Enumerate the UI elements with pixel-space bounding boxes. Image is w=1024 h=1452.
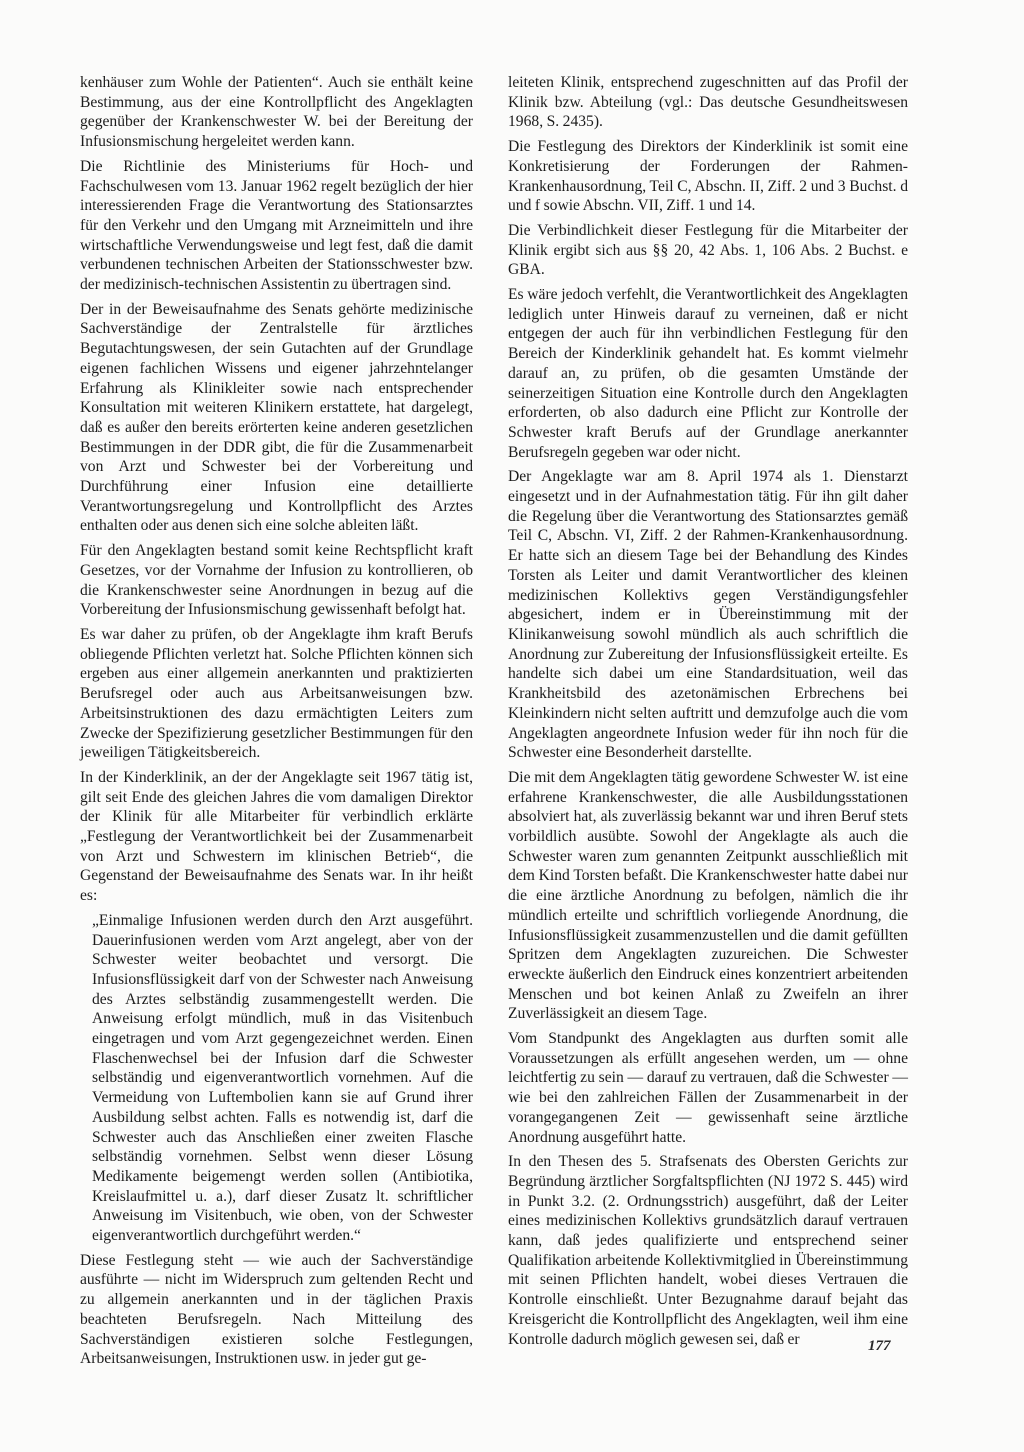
left-column bbox=[80, 73, 473, 1374]
paragraph: kenhäuser zum Wohle der Patienten“. Auch sie enthält keine Bestimmung, aus der eine Kontrollpflicht des Angeklagten gegenüber der Krankenschwester W. bei der Bereitung der Infusionsmischung hergeleitet werden kann. bbox=[80, 74, 473, 151]
block-quote: „Einmalige Infusionen werden durch den Arzt ausgeführt. Dauerinfusionen werden vom Arzt angelegt, aber von der Schwester weiter beobachtet und versorgt. Die Infusionsflüssigkeit darf von der Schwester nach Anweisung des Arztes selbständig zusammengestellt werden. Die Anweisung erfolgt mündlich, muß in das Visitenbuch eingetragen und vom Arzt gegengezeichnet werden. Einen Flaschenwechsel bei der Infusion darf die Schwester selbständig und eigenverantwortlich vornehmen. Auf die Vermeidung von Luftembolien kann sie auf Grund ihrer Ausbildung selbst achten. Falls es notwendig ist, darf die Schwester auch das Anschließen einer zweiten Flasche selbständig vornehmen. Selbst wenn dieser Lösung Medikamente beigemengt werden sollen (Antibiotika, Kreislaufmittel u. a.), darf dieser Zusatz lt. schriftlicher Anweisung im Visitenbuch, wie oben, von der Schwester eigenverantwortlich durchgeführt werden.“ bbox=[92, 911, 473, 1245]
paragraph: Für den Angeklagten bestand somit keine Rechtspflicht kraft Gesetzes, vor der Vornahme der Infusion zu kontrollieren, ob die Krankenschwester seine Anordnungen in bezug auf die Vorbereitung der Infusionsmischung gewissenhaft befolgt hat. bbox=[80, 542, 473, 619]
paragraph: leiteten Klinik, entsprechend zugeschnitten auf das Profil der Klinik bzw. Abteilung (vgl.: Das deutsche Gesundheitswesen 1968, S. 2435). bbox=[508, 74, 908, 131]
paragraph: Die Verbindlichkeit dieser Festlegung für die Mitarbeiter der Klinik ergibt sich aus §§ 20, 42 Abs. 1, 106 Abs. 2 Buchst. e GBA. bbox=[508, 221, 908, 279]
paragraph: Es war daher zu prüfen, ob der Angeklagte ihm kraft Berufs obliegende Pflichten verletzt hat. Solche Pflichten können sich ergeben aus einer allgemein anerkannten und praktizierten Berufsregel oder auch aus Arbeitsanweisungen bzw. Arbeitsinstruktionen des dazu ermächtigten Leiters zum Zwecke der Spezifizierung gesetzlicher Bestimmungen für den jeweiligen Tätigkeitsbereich. bbox=[80, 625, 473, 762]
paragraph: Der in der Beweisaufnahme des Senats gehörte medizinische Sachverständige der Zentralstelle für ärztliches Begutachtungswesen, der sein Gutachten auf der Grundlage eigenen fachlichen Wissens und eigener jahrzehntelanger Erfahrung als Klinikleiter sowie nach entsprechender Konsultation mit weiteren Klinikern erstattete, hat dargelegt, daß es außer den bereits erörterten keine anderen gesetzlichen Bestimmungen in der DDR gibt, die für die Zusammenarbeit von Arzt und Schwester bei der Vorbereitung und Durchführung einer Infusion eine detaillierte Verantwortungsregelung und Kontrollpflicht des Arztes enthalten oder aus denen sich eine solche ableiten läßt. bbox=[80, 300, 473, 535]
paragraph: Es wäre jedoch verfehlt, die Verantwortlichkeit des Angeklagten lediglich unter Hinweis darauf zu verneinen, daß er nicht entgegen der auch für ihn verbindlichen Festlegung für den Bereich der Kinderklinik gehandelt hat. Es kommt vielmehr darauf an, zu prüfen, ob die gesamten Umstände der seinerzeitigen Situation eine Kontrolle durch den Angeklagten erforderten, ob also dadurch eine Pflicht zur Kontrolle der Schwester kraft Berufs auf der Grundlage anerkannter Berufsregeln gegeben war oder nicht. bbox=[508, 286, 908, 461]
right-column bbox=[508, 73, 908, 1354]
paragraph: Vom Standpunkt des Angeklagten aus durften somit alle Voraussetzungen als erfüllt angesehen werden, um — ohne leichtfertig zu sein — darauf zu vertrauen, daß die Schwester — wie bei den zahlreichen Fällen der Zusammenarbeit in der vorangegangenen Zeit — gewissenhaft seine ärztliche Anordnung ausgeführt hatte. bbox=[508, 1030, 908, 1146]
paragraph: Diese Festlegung steht — wie auch der Sachverständige ausführte — nicht im Widerspruch zum geltenden Recht und zu allgemein anerkannten und in der täglichen Praxis beachteten Berufsregeln. Nach Mitteilung des Sachverständigen existieren solche Festlegungen, Arbeitsanweisungen, Instruktionen usw. in jeder gut ge- bbox=[80, 1251, 473, 1368]
paragraph: In der Kinderklinik, an der der Angeklagte seit 1967 tätig ist, gilt seit Ende des gleichen Jahres die vom damaligen Direktor der Klinik für alle Mitarbeiter für verbindlich erklärte „Festlegung der Verantwortlichkeit bei der Zusammenarbeit von Arzt und Schwestern im klinischen Betrieb“, die Gegenstand der Beweisaufnahme des Senats war. In ihr heißt es: bbox=[80, 768, 473, 905]
paragraph: Die mit dem Angeklagten tätig gewordene Schwester W. ist eine erfahrene Krankenschwester, die alle Ausbildungsstationen absolviert hat, als zuverlässig bekannt war und ihren Beruf stets vorbildlich ausübte. Sowohl der Angeklagte als auch die Schwester waren zum genannten Zeitpunkt ausschließlich mit dem Kind Torsten befaßt. Die Krankenschwester hatte dabei nur die eine ärztliche Anordnung zu befolgen, nämlich die ihr mündlich erteilte und schriftlich vorliegende Anordnung, die Infusionsflüssigkeit zusammenzustellen und die damit gefüllten Spritzen dem Angeklagten zuzureichen. Die Schwester erweckte äußerlich den Eindruck eines konzentriert arbeitenden Menschen und bot keinen Anlaß zu Zweifeln an ihrer Zuverlässigkeit an diesem Tage. bbox=[508, 768, 908, 1023]
paragraph: In den Thesen des 5. Strafsenats des Obersten Gerichts zur Begründung ärztlicher Sorgfaltspflichten (NJ 1972 S. 445) wird in Punkt 3.2. (2. Ordnungsstrich) ausgeführt, daß der Leiter eines medizinischen Kollektivs grundsätzlich darauf vertrauen kann, daß jedes qualifizierte und entsprechend seiner Qualifikation arbeitende Kollektivmitglied in Übereinstimmung mit seinen Pflichten handelt, wobei dieses Vertrauen die Kontrolle einschließt. Unter Bezugnahme darauf bejaht das Kreisgericht die Kontrollpflicht des Angeklagten, weil ihm eine Kontrolle dadurch möglich gewesen sei, daß er bbox=[508, 1153, 908, 1348]
page-number: 177 bbox=[868, 1338, 891, 1354]
paragraph: Die Richtlinie des Ministeriums für Hoch- und Fachschulwesen vom 13. Januar 1962 regelt bezüglich der hier interessierenden Frage die Verantwortung des Stationsarztes für den Verkehr und den Umgang mit Arzneimitteln und ihre wirtschaftliche Verwendungsweise und legt fest, daß die damit verbundenen technischen Arbeiten der Stationsschwester bzw. der medizinisch-technischen Assistentin zu übertragen sind. bbox=[80, 157, 473, 294]
paragraph: Die Festlegung des Direktors der Kinderklinik ist somit eine Konkretisierung der Forderungen der Rahmen-Krankenhausordnung, Teil C, Abschn. II, Ziff. 2 und 3 Buchst. d und f sowie Abschn. VII, Ziff. 1 und 14. bbox=[508, 138, 908, 215]
paragraph: Der Angeklagte war am 8. April 1974 als 1. Dienstarzt eingesetzt und in der Aufnahmestation tätig. Für ihn gilt daher die Regelung über die Verantwortung des Stationsarztes gemäß Teil C, Abschn. VI, Ziff. 2 der Rahmen-Krankenhausordnung. Er hatte sich an diesem Tage bei der Behandlung des Kindes Torsten als Leiter und damit Verantwortlicher des kleinen medizinischen Kollektivs gegen Verständigungsfehler abgesichert, indem er in Übereinstimmung mit der Klinikanweisung sowohl mündlich als auch schriftlich die Anordnung zur Zubereitung der Infusionsflüssigkeit erteilte. Es handelte sich dabei um eine Standardsituation, weil das Krankheitsbild des azetonämischen Erbrechens bei Kleinkindern nicht selten auftritt und demzufolge auch die vom Angeklagten angeordnete Infusion weder für ihn noch für die Schwester eine Besonderheit darstellte. bbox=[508, 468, 908, 762]
